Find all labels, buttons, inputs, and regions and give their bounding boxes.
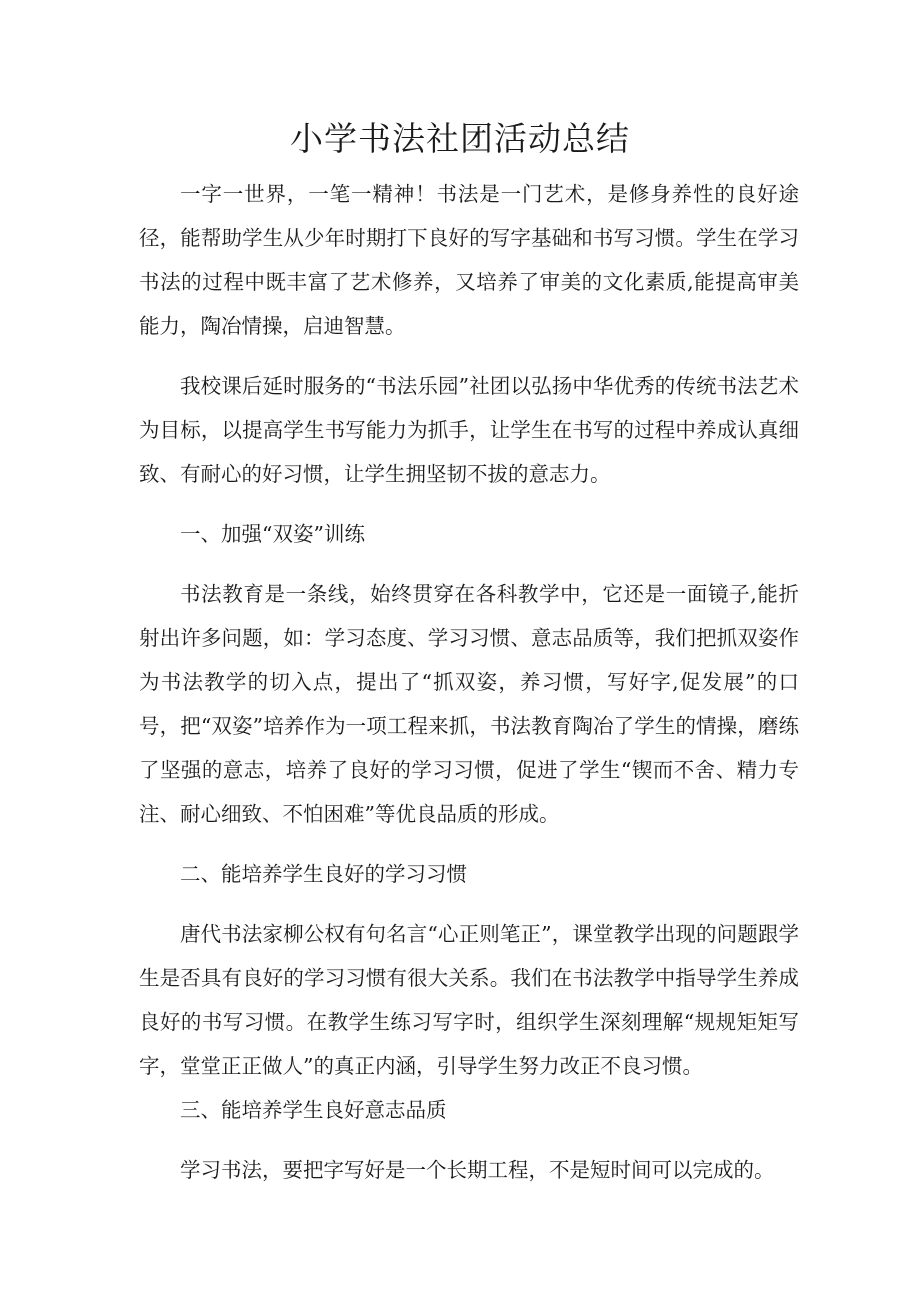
paragraph-study-habits: 唐代书法家柳公权有句名言“心正则笔正”，课堂教学出现的问题跟学生是否具有良好的学习习惯有很大关系。我们在书法教学中指导学生养成良好的书写习惯。在教学生练习写字时，组织学生深刻理解“规规矩矩写字，堂堂正正做人”的真正内涵，引导学生努力改正不良习惯。 xyxy=(139,922,799,1078)
paragraph-willpower: 学习书法，要把字写好是一个长期工程，不是短时间可以完成的。 xyxy=(180,1158,775,1182)
document-body xyxy=(139,172,799,1192)
section-heading-2: 二、能培养学生良好的学习习惯 xyxy=(180,862,467,886)
section-heading-3: 三、能培养学生良好意志品质 xyxy=(180,1098,447,1122)
section-heading-1: 一、加强“双姿”训练 xyxy=(180,522,365,546)
document-title: 小学书法社团活动总结 xyxy=(290,119,630,158)
paragraph-club-goal: 我校课后延时服务的“书法乐园”社团以弘扬中华优秀的传统书法艺术为目标，以提高学生书写能力为抓手，让学生在书写的过程中养成认真细致、有耐心的好习惯，让学生拥坚韧不拔的意志力。 xyxy=(139,374,799,486)
paragraph-intro: 一字一世界，一笔一精神！书法是一门艺术，是修身养性的良好途径，能帮助学生从少年时期打下良好的写字基础和书写习惯。学生在学习书法的过程中既丰富了艺术修养，又培养了审美的文化素质,能提高审美能力，陶冶情操，启迪智慧。 xyxy=(139,182,799,338)
paragraph-posture-training: 书法教育是一条线，始终贯穿在各科教学中，它还是一面镜子,能折射出许多问题，如：学习态度、学习习惯、意志品质等，我们把抓双姿作为书法教学的切入点，提出了“抓双姿，养习惯，写好字,促发展”的口号，把“双姿”培养作为一项工程来抓，书法教育陶冶了学生的情操，磨练了坚强的意志，培养了良好的学习习惯，促进了学生“锲而不舍、精力专注、耐心细致、不怕困难”等优良品质的形成。 xyxy=(139,582,799,826)
